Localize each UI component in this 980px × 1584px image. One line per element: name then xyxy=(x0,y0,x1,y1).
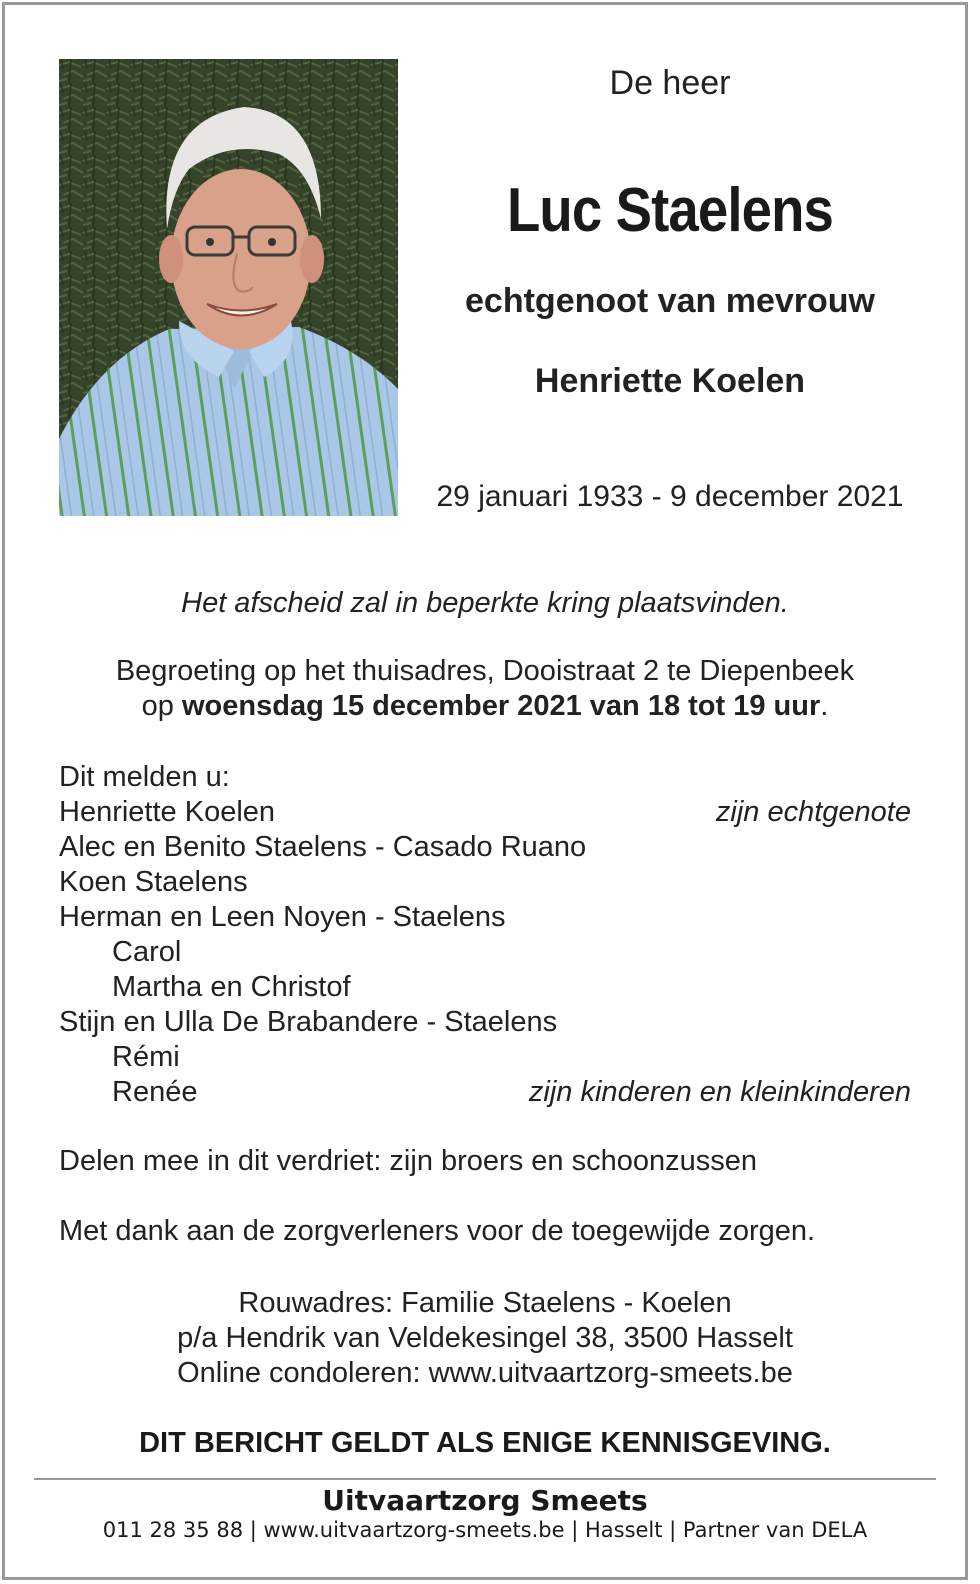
list-item xyxy=(59,1005,911,1040)
greeting-line-2 xyxy=(0,690,970,723)
greeting-prefix: op xyxy=(141,690,182,722)
mourning-address-line-1: Rouwadres: Familie Staelens - Koelen xyxy=(238,1287,732,1319)
funeral-home-name: Uitvaartzorg Smeets xyxy=(322,1484,648,1517)
farewell-text: Het afscheid zal in beperkte kring plaatsvinden. xyxy=(181,587,789,619)
announcer-name: Henriette Koelen xyxy=(59,796,276,828)
announcer-name: Carol xyxy=(112,936,182,968)
announcers-list xyxy=(59,760,911,1110)
announcers-intro: Dit melden u: xyxy=(59,761,230,793)
spouse-name: Henriette Koelen xyxy=(534,362,806,400)
announcer-name: Alec en Benito Staelens - Casado Ruano xyxy=(59,831,587,863)
list-item xyxy=(59,1040,911,1075)
share-grief-text: Delen mee in dit verdriet: zijn broers en schoonzussen xyxy=(59,1145,757,1177)
deceased-name: Luc Staelens xyxy=(506,176,834,245)
spouse-intro: echtgenoot van mevrouw xyxy=(465,282,875,320)
funeral-home-contact: 011 28 35 88 | www.uitvaartzorg-smeets.be | Hasselt | Partner van DELA xyxy=(102,1518,868,1542)
thanks-text: Met dank aan de zorgverleners voor de toegewijde zorgen. xyxy=(59,1215,816,1247)
life-dates: 29 januari 1933 - 9 december 2021 xyxy=(436,480,904,513)
notice-text: DIT BERICHT GELDT ALS ENIGE KENNISGEVING. xyxy=(139,1427,831,1459)
announcer-name: Rémi xyxy=(112,1041,180,1073)
condolence-link[interactable]: Online condoleren: www.uitvaartzorg-smeets.be xyxy=(177,1357,793,1389)
announcer-relation: zijn echtgenote xyxy=(715,796,911,828)
greeting-suffix: . xyxy=(820,690,829,722)
list-item xyxy=(59,830,911,865)
announcer-relation: zijn kinderen en kleinkinderen xyxy=(528,1076,911,1108)
portrait-photo xyxy=(59,59,398,516)
list-item xyxy=(59,935,911,970)
list-item xyxy=(59,970,911,1005)
greeting-line-1: Begroeting op het thuisadres, Dooistraat 2 te Diepenbeek xyxy=(115,655,855,687)
list-item xyxy=(59,865,911,900)
list-item xyxy=(59,795,911,830)
announcer-name: Stijn en Ulla De Brabandere - Staelens xyxy=(59,1006,558,1038)
announcer-name: Martha en Christof xyxy=(112,971,351,1003)
announcer-name: Renée xyxy=(112,1076,198,1108)
announcer-name: Herman en Leen Noyen - Staelens xyxy=(59,901,506,933)
list-item xyxy=(59,900,911,935)
salutation: De heer xyxy=(609,64,731,102)
mourning-address-line-2: p/a Hendrik van Veldekesingel 38, 3500 Hasselt xyxy=(177,1322,793,1354)
footer-divider xyxy=(34,1478,936,1480)
announcer-name: Koen Staelens xyxy=(59,866,248,898)
greeting-date-time: woensdag 15 december 2021 van 18 tot 19 uur xyxy=(181,690,821,722)
list-item xyxy=(59,1075,911,1110)
